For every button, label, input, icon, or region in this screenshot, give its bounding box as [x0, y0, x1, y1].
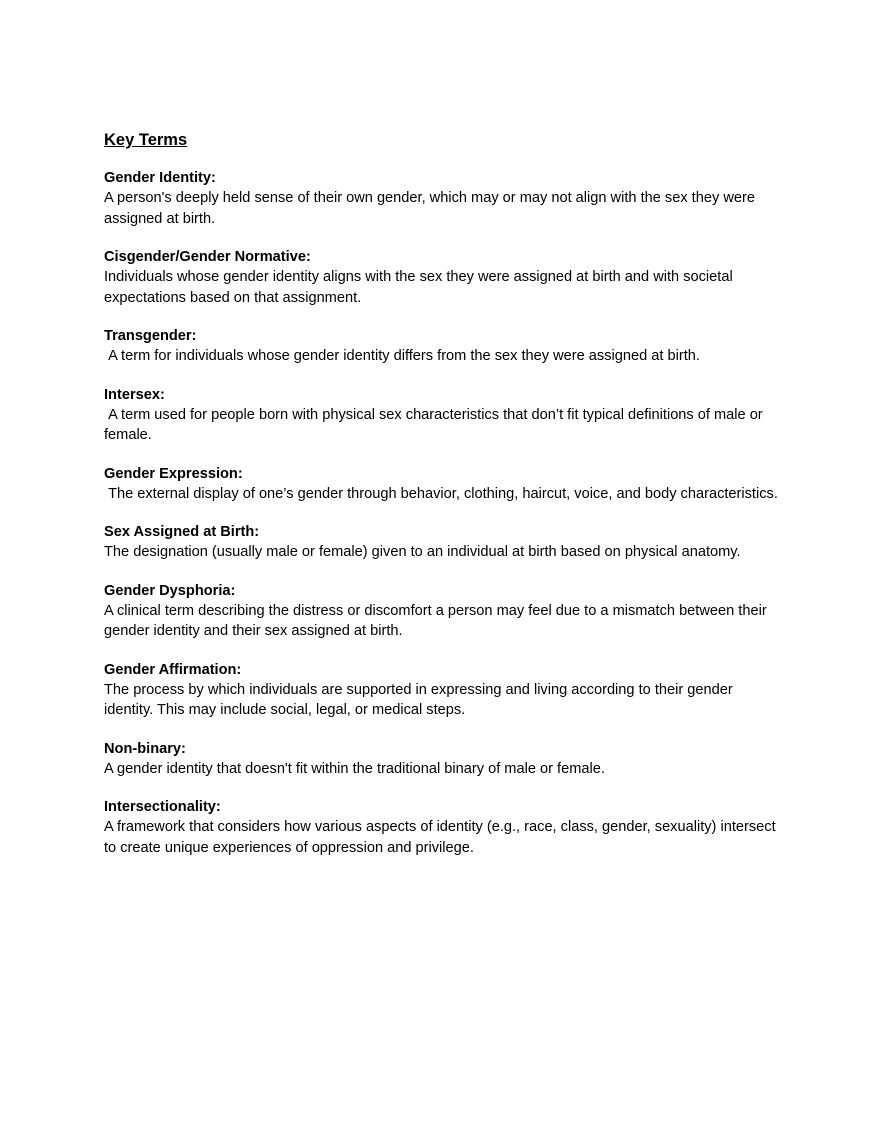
term-definition: A term used for people born with physical sex characteristics that don’t fit typical definitions of male or female. — [104, 406, 767, 443]
term-definition: A term for individuals whose gender identity differs from the sex they were assigned at birth. — [104, 348, 700, 364]
term-definition: The external display of one’s gender through behavior, clothing, haircut, voice, and body characteristics. — [104, 485, 778, 502]
term-definition: A framework that considers how various aspects of identity (e.g., race, class, gender, sexuality) intersect to create unique experiences of oppression and privilege. — [104, 819, 780, 856]
term-gender-affirmation — [104, 660, 784, 721]
term-definition: A person's deeply held sense of their own gender, which may or may not align with the sex they were assigned at birth. — [104, 190, 760, 227]
term-name: Gender Dysphoria: — [104, 582, 236, 599]
term-transgender — [104, 326, 784, 367]
page-title: Key Terms — [104, 131, 188, 149]
term-intersectionality — [104, 797, 784, 858]
term-cisgender — [104, 247, 784, 308]
term-name: Intersectionality: — [104, 799, 221, 815]
term-name: Intersex: — [104, 386, 165, 403]
term-definition: Individuals whose gender identity aligns with the sex they were assigned at birth and with societal expectations based on that assignment. — [104, 269, 737, 306]
term-name: Gender Identity: — [104, 170, 216, 186]
document-page — [104, 129, 784, 876]
term-definition: A gender identity that doesn't fit within the traditional binary of male or female. — [104, 760, 605, 777]
term-intersex — [104, 385, 784, 446]
term-gender-identity — [104, 168, 784, 229]
term-name: Gender Affirmation: — [104, 661, 242, 678]
term-name: Transgender: — [104, 328, 197, 344]
term-gender-expression — [104, 464, 784, 505]
term-sex-assigned-at-birth — [104, 522, 784, 563]
term-name: Non-binary: — [104, 740, 186, 757]
term-non-binary — [104, 739, 784, 780]
term-definition: A clinical term describing the distress or discomfort a person may feel due to a mismatch between their gender identity and their sex assigned at birth. — [104, 602, 771, 639]
term-name: Gender Expression: — [104, 465, 243, 482]
term-definition: The designation (usually male or female) given to an individual at birth based on physical anatomy. — [104, 544, 741, 560]
term-gender-dysphoria — [104, 581, 784, 642]
term-name: Cisgender/Gender Normative: — [104, 249, 311, 265]
term-name: Sex Assigned at Birth: — [104, 524, 260, 540]
term-definition: The process by which individuals are supported in expressing and living according to their gender identity. This may include social, legal, or medical steps. — [104, 681, 737, 718]
